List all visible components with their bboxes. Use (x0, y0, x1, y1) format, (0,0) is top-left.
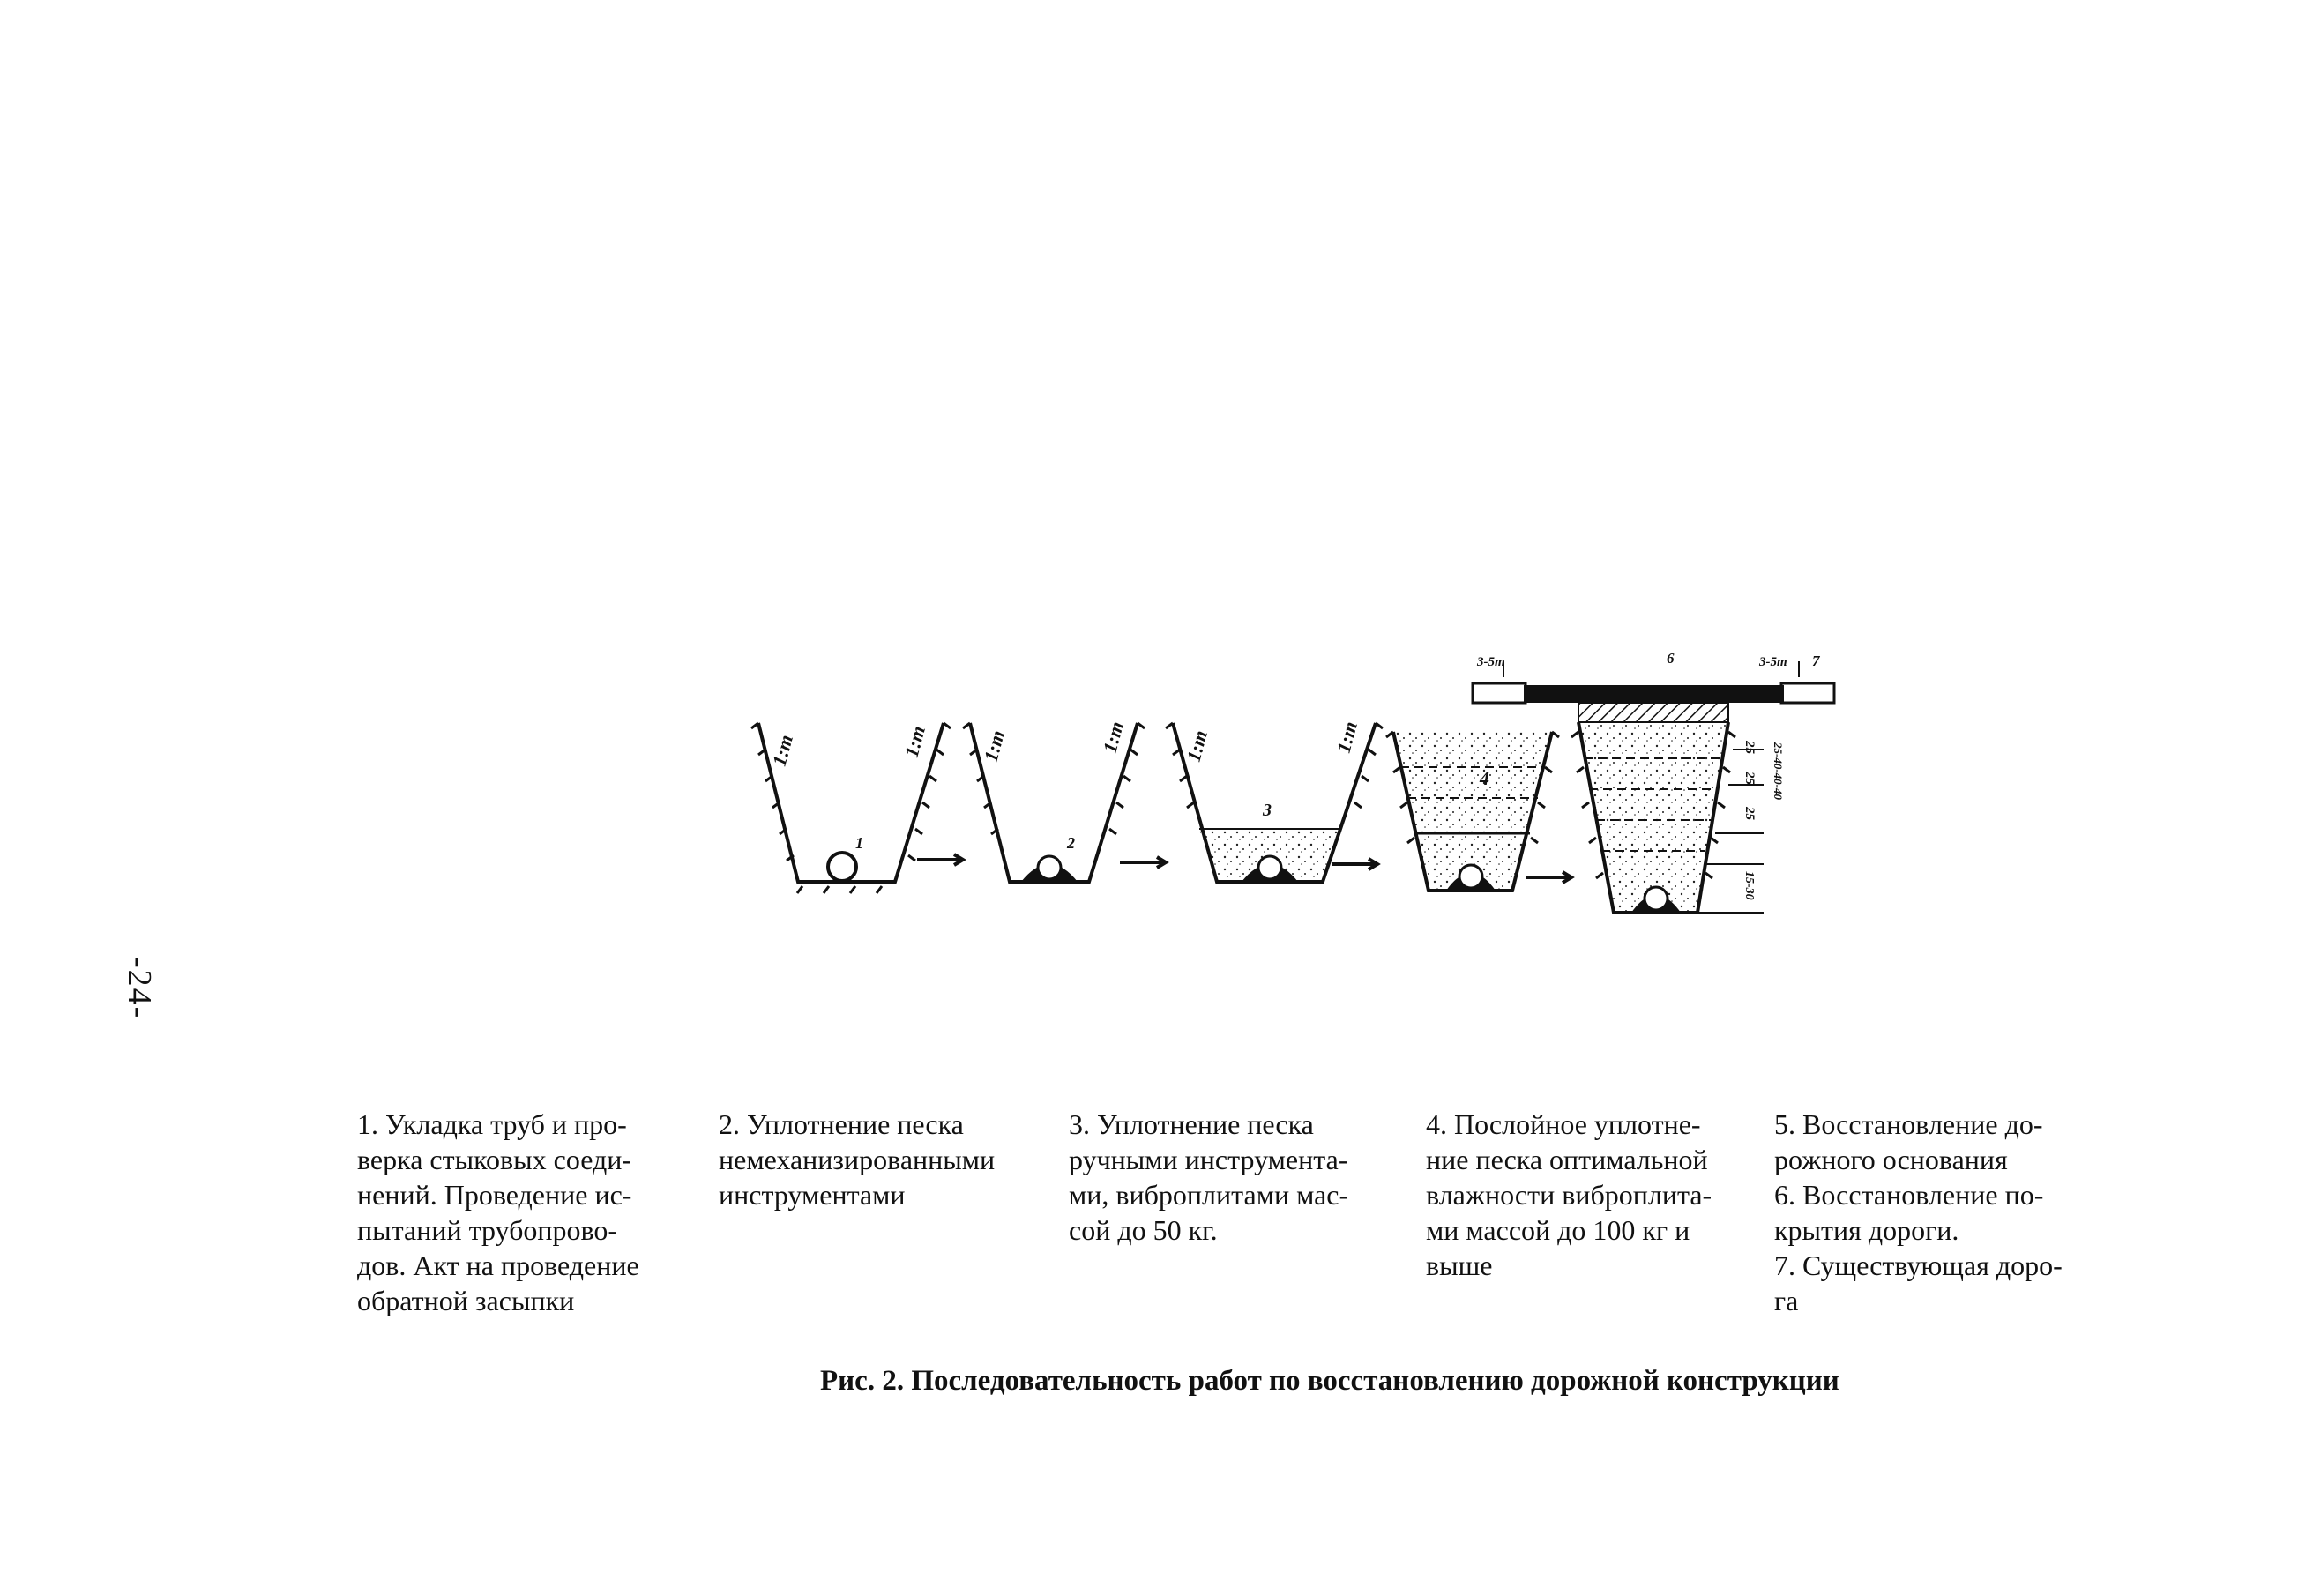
caption-line: инструментами (719, 1179, 906, 1211)
arrow-icon (1332, 859, 1377, 869)
marker-label: 4 (1480, 767, 1489, 789)
caption-line: ручными инструмента- (1069, 1144, 1348, 1175)
caption-line: 1. Укладка труб и про- (357, 1108, 627, 1140)
slope-label: 1:m (767, 732, 798, 769)
caption-line: ние песка оптимальной (1426, 1144, 1708, 1175)
slope-label: 1:m (1332, 719, 1362, 756)
page-number: -24- (121, 957, 158, 1020)
caption-line: ми, виброплитами мас- (1069, 1179, 1349, 1211)
slope-label: 1:m (1098, 719, 1129, 756)
marker-label: 2 (1067, 834, 1075, 852)
caption-line: 5. Восстановление до- (1774, 1108, 2043, 1140)
trench-stage-4 (1386, 732, 1559, 891)
arrow-icon (917, 854, 963, 865)
slope-label: 1:m (899, 723, 930, 760)
caption-line: крытия дороги. (1774, 1214, 1959, 1246)
caption-line: 6. Восстановление по- (1774, 1179, 2044, 1211)
dimension-label: 25 (1742, 741, 1757, 754)
step-3-caption (1069, 1107, 1348, 1248)
caption-line: 7. Существующая доро- (1774, 1249, 2063, 1281)
slope-label: 1:m (1182, 727, 1212, 764)
dimension-label: 25 (1742, 772, 1757, 785)
trench-stage-3 (1166, 720, 1383, 882)
marker-label: 6 (1667, 650, 1675, 667)
step-1-caption (357, 1107, 639, 1318)
step-4-caption (1426, 1107, 1712, 1283)
dimension-label: 15-30 (1742, 871, 1756, 900)
caption-line: га (1774, 1285, 1799, 1316)
marker-label: 7 (1812, 653, 1820, 669)
trench-sequence-diagram (741, 644, 1852, 970)
arrow-icon (1526, 872, 1571, 883)
caption-line: 2. Уплотнение песка (719, 1108, 964, 1140)
dimension-label: 25 (1742, 807, 1757, 820)
figure-caption: Рис. 2. Последовательность работ по восстановлению дорожной конструкции (820, 1365, 1839, 1397)
caption-line: рожного основания (1774, 1144, 2008, 1175)
caption-line: пытаний трубопрово- (357, 1214, 618, 1246)
caption-line: 4. Послойное уплотне- (1426, 1108, 1701, 1140)
caption-line: выше (1426, 1249, 1493, 1281)
caption-line: нений. Проведение ис- (357, 1179, 632, 1211)
marker-label: 1 (855, 834, 863, 852)
caption-line: обратной засыпки (357, 1285, 575, 1316)
caption-line: дов. Акт на проведение (357, 1249, 639, 1281)
trench-stage-2 (963, 720, 1145, 882)
step-5-caption (1774, 1107, 2063, 1318)
step-2-caption (719, 1107, 995, 1212)
trench-stage-1 (751, 723, 951, 893)
caption-line: влажности виброплита- (1426, 1179, 1712, 1211)
shoulder-label: 3-5m (1477, 655, 1505, 669)
caption-line: верка стыковых соеди- (357, 1144, 632, 1175)
caption-line: ми массой до 100 кг и (1426, 1214, 1690, 1246)
caption-line: немеханизированными (719, 1144, 996, 1175)
caption-line: сой до 50 кг. (1069, 1214, 1218, 1246)
slope-label: 1:m (979, 727, 1010, 764)
dimension-label: 25-40-40-40 (1772, 742, 1785, 800)
marker-label: 3 (1263, 801, 1272, 820)
shoulder-label: 3-5m (1759, 655, 1787, 669)
arrow-icon (1120, 857, 1166, 868)
caption-line: 3. Уплотнение песка (1069, 1108, 1314, 1140)
